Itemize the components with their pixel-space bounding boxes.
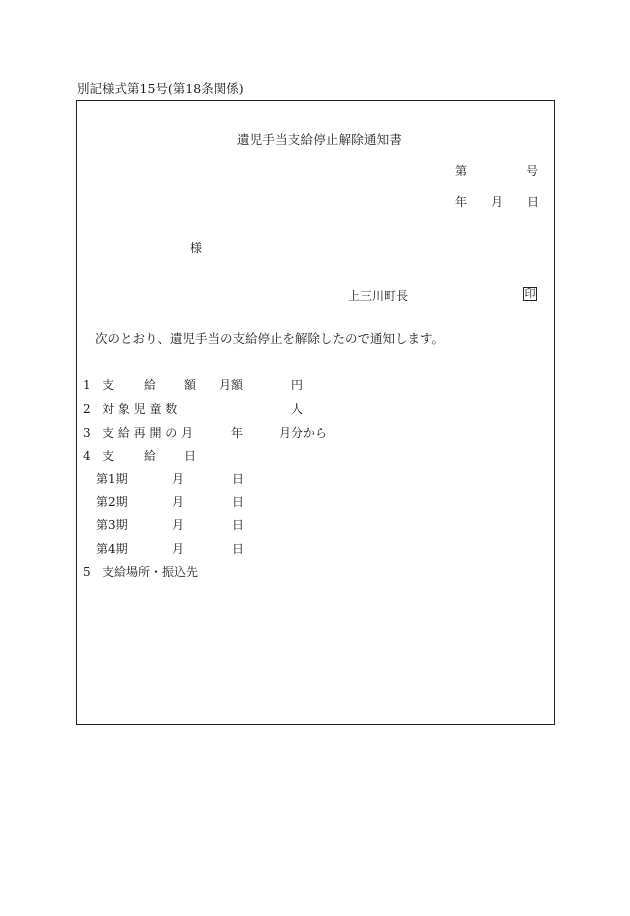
item-number-2: 2 — [83, 402, 91, 416]
period-4-label: 第4期 — [96, 542, 128, 556]
document-number-suffix: 号 — [526, 164, 539, 178]
period-1-label: 第1期 — [96, 472, 128, 486]
period-1-day: 日 — [232, 472, 245, 486]
period-2-day: 日 — [232, 495, 245, 509]
amount-monthly-label: 月額 — [219, 378, 244, 392]
payday-label-char-2: 給 — [144, 449, 157, 463]
payday-label-char-1: 支 — [102, 449, 115, 463]
period-4-day: 日 — [232, 542, 245, 556]
period-4-month: 月 — [172, 542, 185, 556]
item-number-3: 3 — [83, 426, 91, 440]
amount-label-char-3: 額 — [184, 378, 197, 392]
issuer-name: 上三川町長 — [348, 289, 409, 303]
payday-label-char-3: 日 — [184, 449, 197, 463]
amount-label-char-2: 給 — [144, 378, 157, 392]
period-2-month: 月 — [172, 495, 185, 509]
issue-date-month: 月 — [491, 195, 504, 209]
resume-month-label: 支 給 再 開 の 月 — [102, 426, 194, 440]
document-number-prefix: 第 — [455, 164, 468, 178]
period-3-label: 第3期 — [96, 518, 128, 532]
document-title: 遺児手当支給停止解除通知書 — [237, 132, 403, 147]
issue-date-year: 年 — [455, 195, 468, 209]
period-3-month: 月 — [172, 518, 185, 532]
item-number-4: 4 — [83, 449, 91, 463]
amount-unit-yen: 円 — [291, 378, 304, 392]
form-number-label: 別記様式第15号(第18条関係) — [77, 81, 244, 96]
period-1-month: 月 — [172, 472, 185, 486]
seal-mark: 印 — [524, 287, 536, 300]
period-3-day: 日 — [232, 518, 245, 532]
children-count-label: 対 象 児 童 数 — [102, 402, 178, 416]
amount-label-char-1: 支 — [102, 378, 115, 392]
item-number-5: 5 — [83, 565, 91, 579]
item-number-1: 1 — [83, 378, 91, 392]
payment-place-label: 支給場所・振込先 — [102, 565, 199, 579]
period-2-label: 第2期 — [96, 495, 128, 509]
issue-date-day: 日 — [527, 195, 540, 209]
resume-year-unit: 年 — [231, 426, 244, 440]
addressee-honorific: 様 — [190, 241, 203, 255]
notice-body-text: 次のとおり、遺児手当の支給停止を解除したので通知します。 — [95, 331, 445, 346]
resume-month-unit: 月分から — [279, 426, 328, 440]
children-count-unit: 人 — [291, 402, 304, 416]
